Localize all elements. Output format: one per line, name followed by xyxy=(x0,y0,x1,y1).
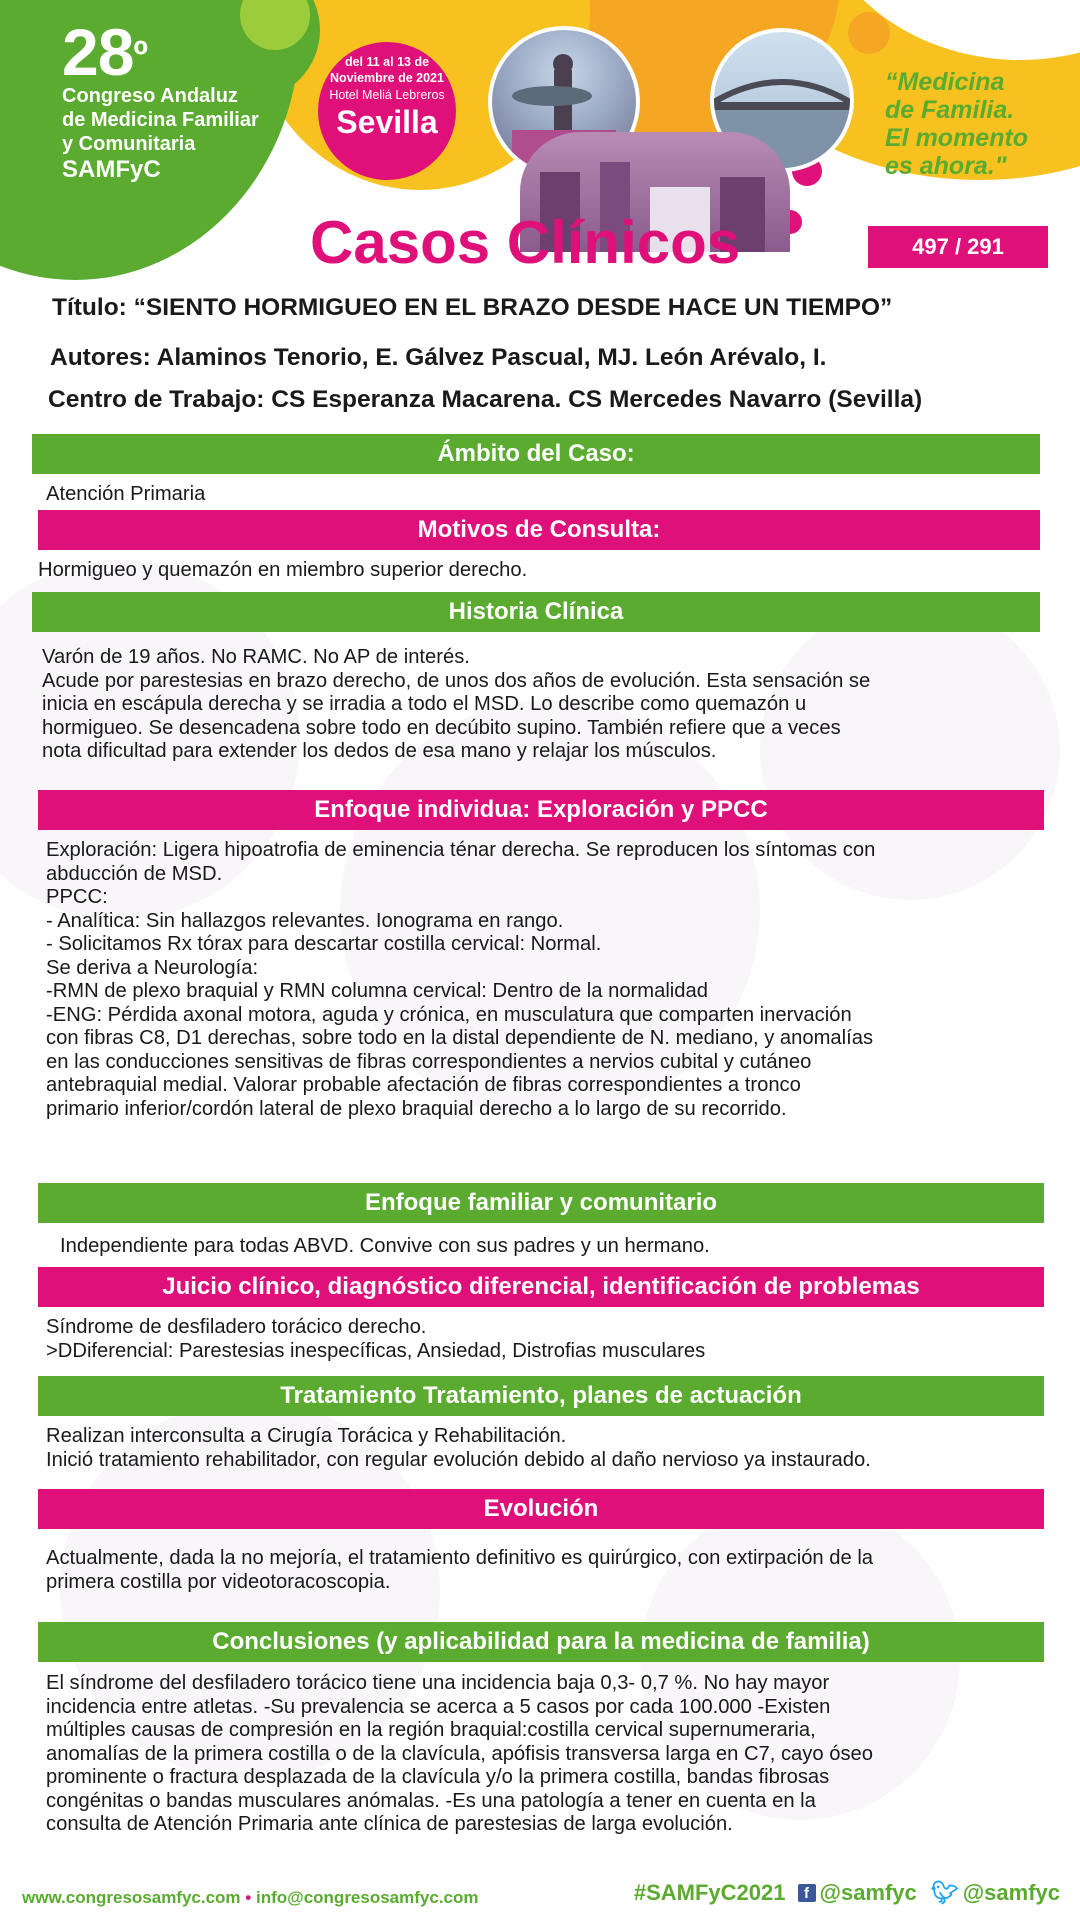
congress-title-block xyxy=(62,15,259,184)
email-link[interactable]: info@congresosamfyc.com xyxy=(255,1888,479,1907)
page-title: Casos Clínicos xyxy=(310,209,741,276)
edition-number: $28^º$ xyxy=(62,15,148,89)
case-title: Título: “SIENTO HORMIGUEO EN EL BRAZO DESDE HACE UN TIEMPO” xyxy=(52,294,893,321)
dates-line: Noviembre de 2021 xyxy=(330,71,444,85)
section-body-evolucion: Actualmente, dada la no mejoría, el tratamiento definitivo es quirúrgico, con extirpación de la primera costilla por videotoracoscopia. xyxy=(46,1547,874,1593)
hashtag: #SAMFyC2021 xyxy=(633,1880,786,1905)
dates-line: del 11 al 13 de xyxy=(344,55,430,69)
footer-separator: • xyxy=(245,1888,252,1907)
section-body-juicio-clinico: Síndrome de desfiladero torácico derecho. >DDiferencial: Parestesias inespecíficas, Ansiedad, Distrofias musculares xyxy=(46,1316,706,1362)
section-heading-tratamiento: Tratamiento Tratamiento, planes de actuación xyxy=(38,1376,1044,1416)
section-body-historia: Varón de 19 años. No RAMC. No AP de interés. Acude por parestesias en brazo derecho, de unos dos años de evolución. Esta sensación se inicia en escápula derecha y se irradia a todo el MSD. Lo describe como quemazón u hormigueo. Se desencadena sobre todo en decúbito supino. También refiere que a veces nota dificultad para extender los dedos de esa mano y relajar los músculos. xyxy=(42,646,871,762)
authors: Autores: Alaminos Tenorio, E. Gálvez Pascual, MJ. León Arévalo, I. xyxy=(50,344,827,371)
section-body-enfoque-familiar: Independiente para todas ABVD. Convive con sus padres y un hermano. xyxy=(60,1235,710,1257)
section-heading-motivos: Motivos de Consulta: xyxy=(38,510,1040,550)
congress-line: y Comunitaria xyxy=(62,133,196,155)
footer-social xyxy=(634,1880,1060,1906)
section-body-motivos: Hormigueo y quemazón en miembro superior derecho. xyxy=(38,559,528,581)
congress-line: de Medicina Familiar xyxy=(62,109,259,131)
organization-name: SAMFyC xyxy=(62,156,161,183)
venue: Hotel Meliá Lebreros xyxy=(329,88,445,102)
section-heading-juicio-clinico: Juicio clínico, diagnóstico diferencial, identificación de problemas xyxy=(38,1267,1044,1307)
section-heading-evolucion: Evolución xyxy=(38,1489,1044,1529)
slogan: “Medicina de Familia. El momento es ahora." xyxy=(885,68,1029,180)
section-body-ambito: Atención Primaria xyxy=(46,483,206,505)
section-heading-ambito: Ámbito del Caso: xyxy=(32,434,1040,474)
section-heading-enfoque-familiar: Enfoque familiar y comunitario xyxy=(38,1183,1044,1223)
work-center: Centro de Trabajo: CS Esperanza Macarena. CS Mercedes Navarro (Sevilla) xyxy=(48,386,923,413)
facebook-handle[interactable]: @samfyc xyxy=(819,1880,917,1905)
website-link[interactable]: www.congresosamfyc.com xyxy=(22,1888,241,1907)
twitter-handle[interactable]: @samfyc xyxy=(962,1880,1060,1905)
section-heading-conclusiones: Conclusiones (y aplicabilidad para la medicina de familia) xyxy=(38,1622,1044,1662)
congress-line: Congreso Andaluz xyxy=(62,85,238,107)
facebook-icon: f xyxy=(798,1884,816,1902)
section-heading-enfoque-individual: Enfoque individua: Exploración y PPCC xyxy=(38,790,1044,830)
section-body-enfoque-individual: Exploración: Ligera hipoatrofia de eminencia ténar derecha. Se reproducen los síntomas con abducción de MSD. PPCC: - Analítica: Sin hallazgos relevantes. Ionograma en rango. - Solicitamos Rx tórax para descartar costilla cervical: Normal. Se deriva a Neurología: -RMN de plexo braquial y RMN columna cervical: Dentro de la normalidad -ENG: Pérdida axonal motora, aguda y crónica, en musculatura que comparten inervación con fibras C8, D1 derechas, sobre todo en la distal dependiente de N. mediano, y anomalías en las conducciones sensitivas de fibras correspondientes a nervios cubital y cutáneo antebraquial medial. Valorar probable afectación de fibras correspondientes a tronco primario inferior/cordón lateral de plexo braquial derecho a lo largo de su recorrido. xyxy=(46,839,876,1120)
section-heading-historia: Historia Clínica xyxy=(32,592,1040,632)
date-venue-badge xyxy=(318,42,456,180)
footer-contact xyxy=(22,1888,479,1908)
case-code-badge: 497 / 291 xyxy=(868,226,1048,268)
section-body-conclusiones: El síndrome del desfiladero torácico tiene una incidencia baja 0,3- 0,7 %. No hay mayor incidencia entre atletas. -Su prevalencia se acerca a 5 casos por cada 100.000 -Existen múltiples causas de compresión en la región braquial:costilla cervical supernumeraria, anomalías de la primera costilla o de la clavícula, apófisis transversa larga en C7, cayo óseo prominente o fractura desplazada de la clavícula y/o la primera costilla, bandas fibrosas congénitas o bandas musculares anómalas. -Es una patología a tener en cuenta en la consulta de Atención Primaria ante clínica de parestesias de larga evolución. xyxy=(46,1672,873,1835)
twitter-icon: 🐦︎ xyxy=(930,1880,959,1905)
city: Sevilla xyxy=(336,104,438,140)
section-body-tratamiento: Realizan interconsulta a Cirugía Torácica y Rehabilitación. Inició tratamiento rehabilitador, con regular evolución debido al daño nervioso ya instaurado. xyxy=(46,1425,871,1471)
